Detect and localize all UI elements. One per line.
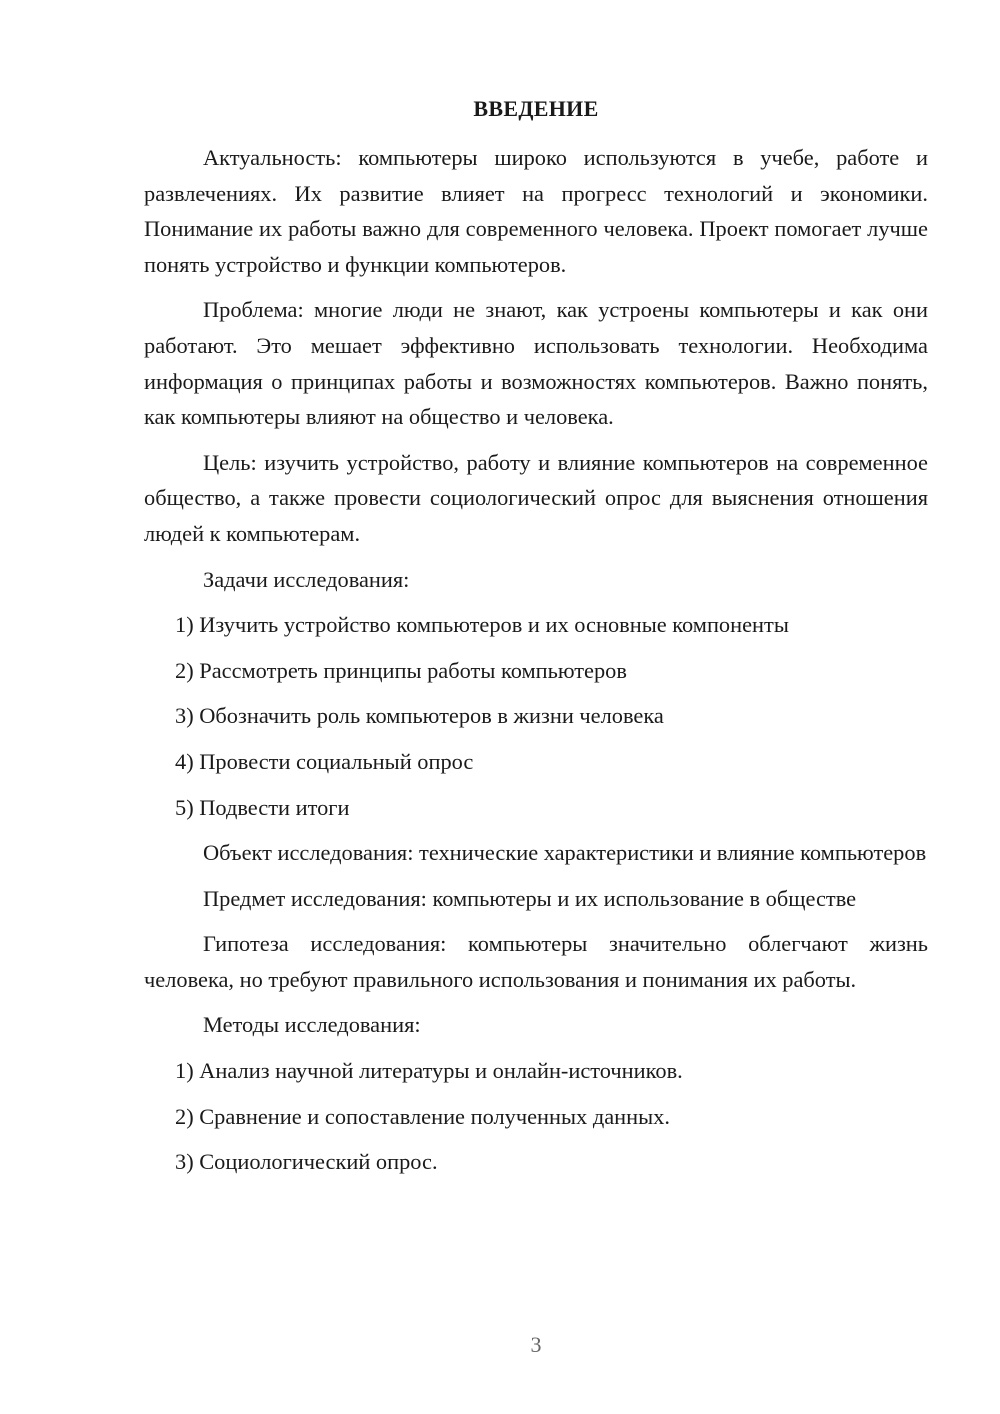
page-body (144, 140, 928, 1190)
task-item: 4) Провести социальный опрос (175, 748, 474, 774)
methods-heading: Методы исследования: (203, 1012, 421, 1038)
page-title: ВВЕДЕНИЕ (473, 96, 599, 121)
page-number: 3 (530, 1332, 542, 1357)
task-item: 3) Обозначить роль компьютеров в жизни человека (175, 703, 664, 729)
tasks-list (144, 607, 928, 825)
problem-paragraph: Проблема: многие люди не знают, как устроены компьютеры и как они работают. Это мешает эффективно использовать технологии. Необходима информация о принципах работы и возможностях компьютеров. Важно понять, как компьютеры влияют на общество и человека. (144, 297, 928, 430)
methods-list (144, 1053, 928, 1180)
tasks-heading: Задачи исследования: (203, 566, 410, 592)
goal-paragraph: Цель: изучить устройство, работу и влияние компьютеров на современное общество, а также провести социологический опрос для выяснения отношения людей к компьютерам. (144, 449, 928, 546)
method-item: 2) Сравнение и сопоставление полученных данных. (175, 1103, 670, 1129)
hypothesis-paragraph: Гипотеза исследования: компьютеры значительно облегчают жизнь человека, но требуют правильного использования и понимания их работы. (144, 931, 928, 992)
task-item: 1) Изучить устройство компьютеров и их основные компоненты (175, 612, 789, 638)
task-item: 2) Рассмотреть принципы работы компьютеров (175, 657, 627, 683)
relevance-paragraph: Актуальность: компьютеры широко используются в учебе, работе и развлечениях. Их развитие влияет на прогресс технологий и экономики. Понимание их работы важно для современного человека. Проект помогает лучше понять устройство и функции компьютеров. (144, 145, 928, 277)
object-paragraph: Объект исследования: технические характеристики и влияние компьютеров (203, 840, 927, 866)
method-item: 3) Социологический опрос. (175, 1149, 438, 1175)
task-item: 5) Подвести итоги (175, 794, 350, 820)
subject-paragraph: Предмет исследования: компьютеры и их использование в обществе (203, 885, 857, 911)
method-item: 1) Анализ научной литературы и онлайн-источников. (175, 1058, 683, 1084)
